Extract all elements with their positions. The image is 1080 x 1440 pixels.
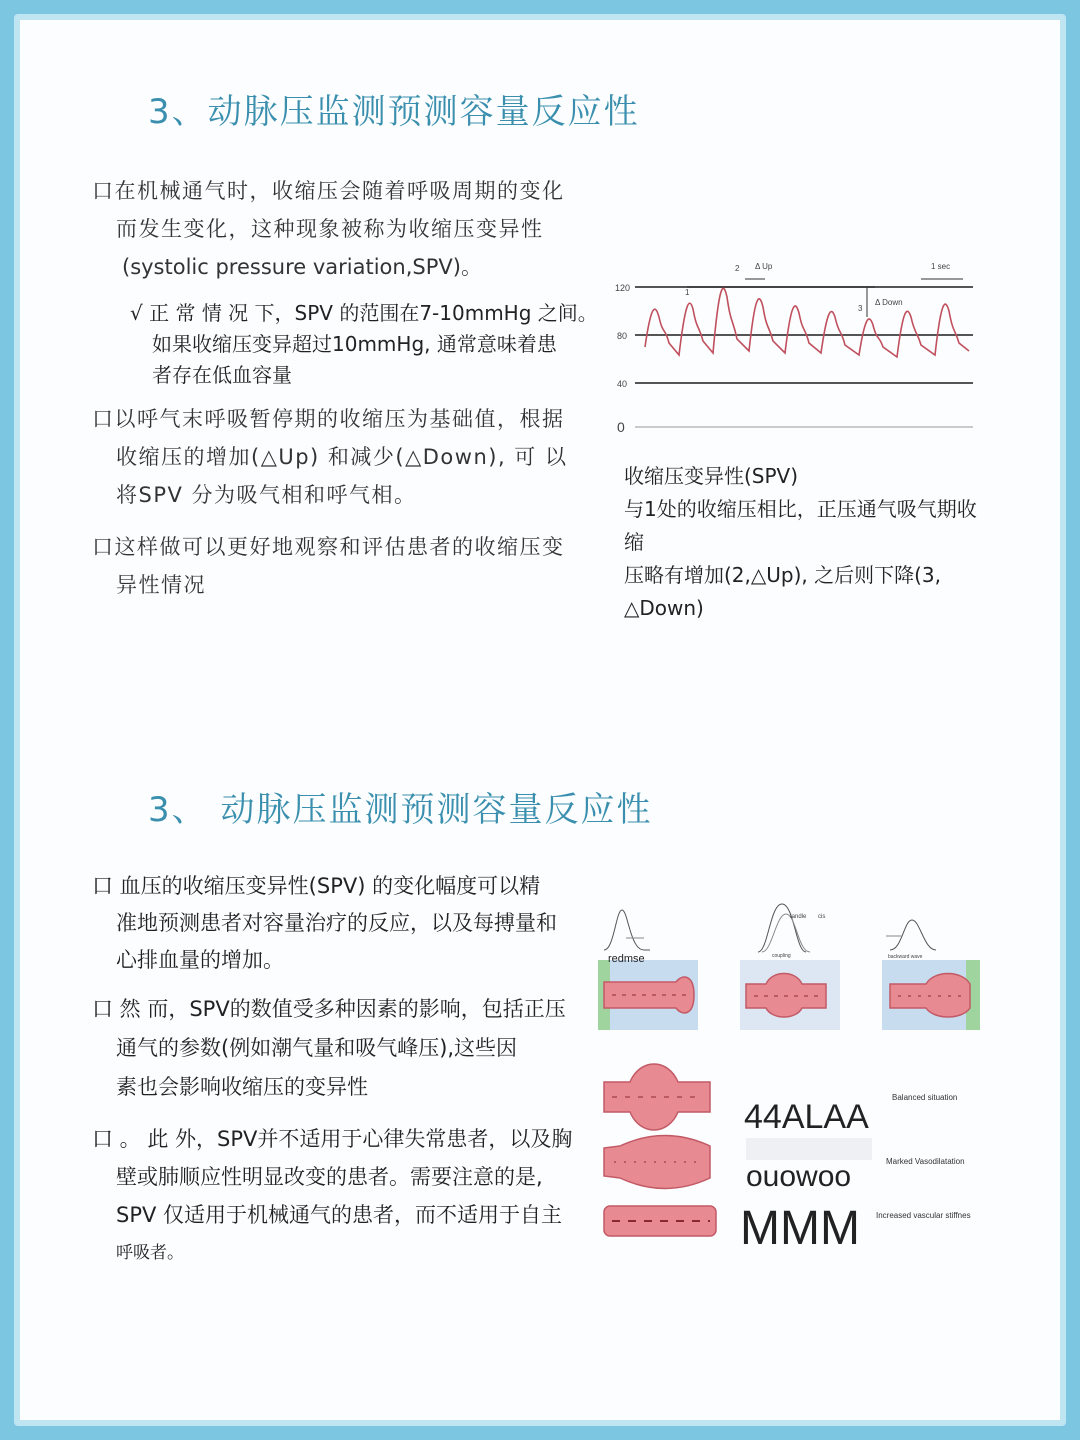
annotation-point-3: 3 (858, 304, 863, 313)
text-line: 如果收缩压变异超过10mmHg, 通常意味着患 (152, 332, 557, 356)
text-line: 异性情况 (116, 573, 206, 597)
text-line: 心排血量的增加。 (116, 948, 284, 972)
backward-wave-label: backward wave (888, 954, 923, 960)
combined-wave (758, 904, 806, 952)
text-line: 收缩压的增加(△Up) 和减少(△Down), 可 以 (116, 445, 568, 469)
annotation-up: Δ Up (755, 262, 773, 271)
text-line: 将SPV 分为吸气相和呼气相。 (116, 483, 417, 507)
waveform-background (746, 1138, 872, 1160)
text-line: 与1处的收缩压相比，正压通气吸气期收缩 (624, 497, 977, 554)
text-line: 而发生变化，这种现象被称为收缩压变异性 (116, 217, 544, 241)
text-line: 口 。 此 外，SPV并不适用于心律失常患者，以及胸 (92, 1127, 573, 1151)
tick-label: 80 (617, 331, 628, 341)
section-title: 3、动脉压监测预测容量反应性 (148, 92, 640, 132)
paragraph-2 (92, 400, 612, 514)
section-title: 3、 动脉压监测预测容量反应性 (148, 790, 653, 830)
label-balanced: Balanced situation (892, 1093, 958, 1102)
forward-wave (604, 910, 650, 950)
vessel (604, 977, 694, 1013)
text-line: 呼吸者。 (116, 1243, 184, 1263)
text-line: √ 正 常 情 况 下，SPV 的范围在7-10mmHg 之间。 (130, 301, 598, 325)
middle-wave-label: coupling (772, 953, 791, 959)
checked-note (130, 298, 600, 391)
annotation-down: Δ Down (875, 298, 903, 307)
text-line: 口这样做可以更好地观察和评估患者的收缩压变 (92, 535, 565, 559)
middle-wave-label: cis (818, 914, 826, 920)
text-line: 口 血压的收缩压变异性(SPV) 的变化幅度可以精 (92, 874, 541, 898)
text-line: 者存在低血容量 (152, 363, 292, 387)
backward-wave (890, 920, 936, 950)
paragraph-1 (92, 172, 592, 286)
annotation-point-1: 1 (685, 288, 690, 297)
waveform-mid: ouowoo (746, 1160, 852, 1193)
annotation-point-2: 2 (735, 264, 740, 273)
figure-caption (624, 460, 984, 625)
waveform-high: 44ALAA (744, 1098, 869, 1136)
text-line: 口 然 而，SPV的数值受多种因素的影响，包括正压 (92, 997, 566, 1021)
text-line: 通气的参数(例如潮气量和吸气峰压),这些因 (116, 1036, 518, 1060)
waveform-low: MMM (740, 1202, 860, 1255)
label-stiffness: Increased vascular stiffnes (876, 1211, 971, 1220)
text-line: SPV 仅适用于机械通气的患者，而不适用于自主 (116, 1203, 563, 1227)
vessel-wave-figure (590, 900, 980, 1260)
tick-label: 0 (617, 419, 625, 435)
spv-waveform-figure (605, 235, 985, 435)
text-line: (systolic pressure variation,SPV)。 (122, 255, 482, 279)
text-line: 口以呼气末呼吸暂停期的收缩压为基础值，根据 (92, 407, 565, 431)
text-line: 准地预测患者对容量治疗的反应，以及每搏量和 (116, 911, 557, 935)
text-line: △Down) (624, 596, 704, 620)
middle-wave-label: tandle (790, 914, 807, 920)
page (20, 20, 1060, 1420)
text-line: 收缩压变异性(SPV) (624, 464, 799, 488)
text-line: 口在机械通气时，收缩压会随着呼吸周期的变化 (92, 179, 565, 203)
text-line: 素也会影响收缩压的变异性 (116, 1075, 368, 1099)
paragraph-1 (92, 868, 592, 979)
paragraph-2 (92, 990, 592, 1107)
label-vasodilatation: Marked Vasodilatation (886, 1157, 965, 1166)
paragraph-3 (92, 1120, 592, 1272)
tick-label: 120 (615, 283, 631, 293)
annotation-sec: 1 sec (931, 262, 951, 271)
text-line: 壁或肺顺应性明显改变的患者。需要注意的是, (116, 1165, 543, 1189)
text-line: 压略有增加(2,△Up), 之后则下降(3, (624, 563, 942, 587)
tick-label: 40 (617, 379, 628, 389)
forward-wave-label: redmse (608, 953, 645, 965)
pressure-waveform (645, 288, 969, 357)
paragraph-3 (92, 528, 612, 604)
